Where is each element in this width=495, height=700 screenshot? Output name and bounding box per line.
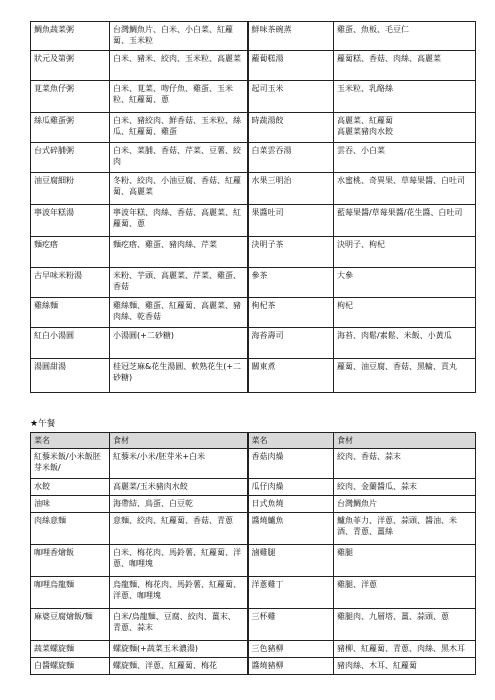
- table-row: [31, 577, 476, 609]
- table-row: [31, 237, 476, 268]
- ingredients: 海帶結、鳥蛋、白豆乾: [110, 496, 248, 513]
- table-row: [31, 268, 476, 298]
- dish-name: 起司玉米: [248, 81, 334, 113]
- dish-name: 果醬吐司: [248, 205, 334, 237]
- table-row: [31, 81, 476, 113]
- table-row: [31, 113, 476, 143]
- dish-name: 海苔壽司: [248, 328, 334, 359]
- ingredients: 大參: [334, 268, 476, 298]
- dish-name: 水果三明治: [248, 173, 334, 205]
- ingredients: 意麵、絞肉、紅蘿蔔、香菇、青蔥: [110, 513, 248, 545]
- ingredients: 白米/烏龍麵、豆腐、絞肉、薑末、青蔥、蒜末: [110, 609, 248, 641]
- ingredients: 紅藜米/小米/胚芽米+白米: [110, 449, 248, 479]
- ingredients: 雞絲麵、雞蛋、紅蘿蔔、高麗菜、豬肉絲、乾香菇: [110, 298, 248, 328]
- header-dish-name-2: 菜名: [248, 433, 334, 449]
- dish-name: 醬燒豬柳: [248, 658, 334, 675]
- ingredients: 雞腿肉、九層塔、薑、蒜頭、蔥: [334, 609, 476, 641]
- table-row: [31, 496, 476, 513]
- ingredients: 烏龍麵、梅花肉、馬鈴薯、紅蘿蔔、洋蔥、咖哩塊: [110, 577, 248, 609]
- dish-name: 湯圓甜湯: [31, 359, 110, 393]
- header-ingredients: 食材: [110, 433, 248, 449]
- dish-name: 麵疙瘩: [31, 237, 110, 268]
- dish-name: 咖哩香燴飯: [31, 545, 110, 577]
- ingredients: 麵疙瘩、雞蛋、豬肉絲、芹菜: [110, 237, 248, 268]
- dish-name: 紅藜米飯/小米飯胚芽米飯/: [31, 449, 110, 479]
- dish-name: 台式碎脯粥: [31, 143, 110, 173]
- ingredients: 雞腿: [334, 545, 476, 577]
- dish-name: 香菇肉燥: [248, 449, 334, 479]
- dish-name: 水餃: [31, 479, 110, 496]
- dish-name: 蔬菜螺旋麵: [31, 641, 110, 658]
- table-row: [31, 22, 476, 51]
- ingredients: 寧波年糕、肉絲、香菇、高麗菜、紅蘿蔔、蔥: [110, 205, 248, 237]
- dish-name: 莧菜魚仔粥: [31, 81, 110, 113]
- ingredients: 蘿蔔糕、香菇、肉絲、高麗菜: [334, 51, 476, 81]
- ingredients: 決明子、枸杞: [334, 237, 476, 268]
- ingredients: 豬肉絲、木耳、紅蘿蔔: [334, 658, 476, 675]
- dish-name: 咖哩烏龍麵: [31, 577, 110, 609]
- ingredients: 海苔、肉鬆/素鬆、米飯、小黃瓜: [334, 328, 476, 359]
- ingredients: 豬柳、紅蘿蔔、青蔥、肉絲、黑木耳: [334, 641, 476, 658]
- table-row: [31, 173, 476, 205]
- ingredients: 水蜜桃、奇異果、草莓果醬、白吐司: [334, 173, 476, 205]
- lunch-menu-table: [30, 432, 476, 675]
- dish-name: 肉絲意麵: [31, 513, 110, 545]
- dish-name: 時蔬湯餃: [248, 113, 334, 143]
- ingredients: 雞腿、洋蔥: [334, 577, 476, 609]
- table-header-row: [31, 433, 476, 449]
- ingredients: 高麗菜/玉米豬肉水餃: [110, 479, 248, 496]
- ingredients: 桂冠芝麻&花生湯圓、軟熟花生(+二砂糖): [110, 359, 248, 393]
- dish-name: 白菜雲吞湯: [248, 143, 334, 173]
- dish-name: 洋蔥雞丁: [248, 577, 334, 609]
- ingredients: 白米、莧菜、吻仔魚、雞蛋、玉米粒、紅蘿蔔、蔥: [110, 81, 248, 113]
- table-row: [31, 298, 476, 328]
- ingredients: 高麗菜、紅蘿蔔 高麗菜豬肉水餃: [334, 113, 476, 143]
- ingredients: 小湯圓(+二砂糖): [110, 328, 248, 359]
- dish-name: 滷雞腿: [248, 545, 334, 577]
- dish-name: 醬燒鱸魚: [248, 513, 334, 545]
- ingredients: 白米、梅花肉、馬鈴薯、紅蘿蔔、洋蔥、咖哩塊: [110, 545, 248, 577]
- dish-name: 絲瓜雞蛋粥: [31, 113, 110, 143]
- table-row: [31, 449, 476, 479]
- ingredients: 螺旋麵(+蔬菜玉米濃湯): [110, 641, 248, 658]
- ingredients: 玉米粒、乳酪絲: [334, 81, 476, 113]
- ingredients: 雲吞、小白菜: [334, 143, 476, 173]
- ingredients: 台灣鯛魚片、白米、小白菜、紅蘿蔔、玉米粒: [110, 22, 248, 51]
- dish-name: 決明子茶: [248, 237, 334, 268]
- ingredients: 白米、豬米、絞肉、玉米粒、高麗菜: [110, 51, 248, 81]
- lunch-heading: 午餐: [38, 419, 56, 429]
- star-icon: ★: [30, 419, 39, 429]
- table-row: [31, 545, 476, 577]
- dish-name: 紅白小湯圓: [31, 328, 110, 359]
- table-row: [31, 51, 476, 81]
- dish-name: 寧波年糕湯: [31, 205, 110, 237]
- ingredients: 藍莓果醬/草莓果醬/花生醬、白吐司: [334, 205, 476, 237]
- ingredients: 絞肉、香菇、蒜末: [334, 449, 476, 479]
- ingredients: 白米、豬絞肉、鮮香菇、玉米粒、絲瓜、紅蘿蔔、雞蛋: [110, 113, 248, 143]
- ingredients: 雞蛋、魚板、毛豆仁: [334, 22, 476, 51]
- dish-name: 鮮味茶碗蒸: [248, 22, 334, 51]
- dish-name: 瓜仔肉燥: [248, 479, 334, 496]
- dish-name: 蘿蔔糕湯: [248, 51, 334, 81]
- ingredients: 螺旋麵、洋蔥、紅蘿蔔、梅花: [110, 658, 248, 675]
- table-row: [31, 609, 476, 641]
- ingredients: 白米、菜脯、香菇、芹菜、豆薯、絞肉: [110, 143, 248, 173]
- dish-name: 油豆腐細粉: [31, 173, 110, 205]
- table-row: [31, 359, 476, 393]
- ingredients: 冬粉、絞肉、小油豆腐、香菇、紅蘿蔔、高麗菜: [110, 173, 248, 205]
- ingredients: 台灣鯛魚片: [334, 496, 476, 513]
- dish-name: 鯛魚蔬菜粥: [31, 22, 110, 51]
- dish-name: 枸杞茶: [248, 298, 334, 328]
- ingredients: 蘿蔔、油豆腐、香菇、黑輪、貢丸: [334, 359, 476, 393]
- dish-name: 狀元及第粥: [31, 51, 110, 81]
- dish-name: 麻婆豆腐燴飯/麵: [31, 609, 110, 641]
- ingredients: 鱸魚菲力、洋蔥、蒜頭、醬油、米酒、青蔥、薑絲: [334, 513, 476, 545]
- lunch-section-title: [30, 419, 55, 430]
- dish-name: 油味: [31, 496, 110, 513]
- dish-name: 三色豬柳: [248, 641, 334, 658]
- dish-name: 關東煮: [248, 359, 334, 393]
- table-row: [31, 479, 476, 496]
- dish-name: 古早味米粉湯: [31, 268, 110, 298]
- table-row: [31, 143, 476, 173]
- dish-name: 雞絲麵: [31, 298, 110, 328]
- table-row: [31, 513, 476, 545]
- dish-name: 日式魚燒: [248, 496, 334, 513]
- header-dish-name: 菜名: [31, 433, 110, 449]
- breakfast-menu-table: [30, 21, 476, 393]
- table-row: [31, 658, 476, 675]
- dish-name: 三杯雞: [248, 609, 334, 641]
- dish-name: 參茶: [248, 268, 334, 298]
- header-ingredients-2: 食材: [334, 433, 476, 449]
- ingredients: 枸杞: [334, 298, 476, 328]
- ingredients: 絞肉、金蘭醬瓜、蒜末: [334, 479, 476, 496]
- table-row: [31, 328, 476, 359]
- table-row: [31, 205, 476, 237]
- table-row: [31, 641, 476, 658]
- dish-name: 白醬螺旋麵: [31, 658, 110, 675]
- ingredients: 米粉、芋頭、高麗菜、芹菜、雞蛋、香菇: [110, 268, 248, 298]
